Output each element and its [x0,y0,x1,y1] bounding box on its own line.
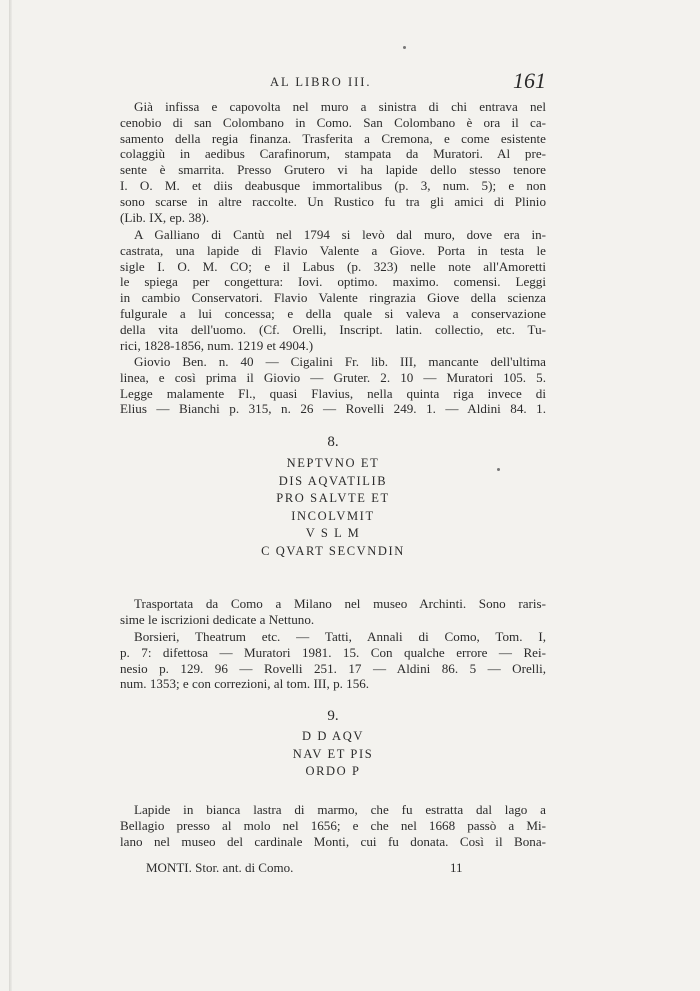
text-line: rici, 1828-1856, num. 1219 et 4904.) [120,337,314,353]
text-line: nesio p. 129. 96 — Rovelli 251. 17 — Aldini 86. 5 — Orelli, [120,660,546,676]
text-line: Borsieri, Theatrum etc. — Tatti, Annali di Como, Tom. I, [134,629,546,644]
inscription-number: 8. [327,434,339,450]
signature-mark: MONTI. Stor. ant. di Como. [146,860,294,875]
binding-edge [9,0,12,991]
text-line: sime le iscrizioni dedicate a Nettuno. [120,611,315,627]
running-title: AL LIBRO III. [270,75,372,89]
inscription-9 [120,708,546,781]
text-line: sente è smarrita. Presso Grutero vi ha lapide dello stesso tenore [120,162,546,178]
ink-speck [403,46,406,49]
inscription-line: INCOLVMIT [291,508,375,523]
text-line: castrata, una lapide di Flavio Valente a Giove. Porta in testa le [120,242,546,258]
paragraph-4 [120,596,546,628]
inscription-line: V S L M [305,526,361,541]
text-line: le spiega per congettura: Iovi. optimo. maximo. comensi. Leggi [120,274,546,290]
inscription-line: ORDO P [305,764,361,779]
text-line: sigle I. O. M. CO; e il Labus (p. 323) nelle note all'Amoretti [120,258,546,274]
text-line: num. 1353; e con correzioni, al tom. III, p. 156. [120,676,370,692]
text-line: cenobio di san Colombano in Como. San Colombano è ora il ca- [120,114,546,130]
text-line: Già infissa e capovolta nel muro a sinistra di chi entrava nel [134,99,546,114]
inscription-line: D D AQV [302,729,364,743]
text-line: linea, e così prima il Giovio — Gruter. 2. 10 — Muratori 105. 5. [120,369,546,385]
text-line: Trasportata da Como a Milano nel museo Archinti. Sono raris- [134,596,546,611]
text-line: sono scarse in altre raccolte. Un Rustico fu tra gli amici di Plinio [120,193,546,209]
text-line: Legge malamente Fl., quasi Flavius, nella quinta riga invece di [120,385,546,401]
inscription-line: PRO SALVTE ET [276,491,390,506]
text-line: Bellagio presso al molo nel 1656; e che nel 1668 passò a Mi- [120,817,546,833]
text-line: Lapide in bianca lastra di marmo, che fu estratta dal lago a [134,802,546,817]
paragraph-3 [120,354,546,417]
sheet-number: 11 [450,860,463,875]
paragraph-5 [120,629,546,692]
inscription-line: C QVART SECVNDIN [261,543,405,558]
text-line: Elius — Bianchi p. 315, n. 26 — Rovelli 249. 1. — Aldini 84. 1. [120,401,546,417]
text-line: p. 7: difettosa — Muratori 1981. 15. Con qualche errore — Rei- [120,644,546,660]
inscription-line: NAV ET PIS [292,746,374,761]
text-line: samento della regia finanza. Trasferita a Cremona, e come esistente [120,130,546,146]
page-number: 161 [513,68,546,93]
paragraph-2 [120,227,546,353]
text-line: lano nel museo del cardinale Monti, cui fu donata. Così il Bona- [120,833,546,849]
text-line: in cambio Conservatori. Flavio Valente ringrazia Giove della scienza [120,290,546,306]
page-header [120,68,546,96]
text-line: Giovio Ben. n. 40 — Cigalini Fr. lib. III, mancante dell'ultima [134,354,546,369]
text-line: fulgurale a lui concessa; e della quale si valeva a conservazione [120,305,546,321]
text-line: della vita dell'uomo. (Cf. Orelli, Inscript. latin. collectio, etc. Tu- [120,321,546,337]
paragraph-1 [120,99,546,225]
inscription-8 [120,434,546,561]
inscription-line: NEPTVNO ET [286,456,380,470]
text-line: I. O. M. et diis deabusque immortalibus (p. 3, num. 5); e non [120,177,546,193]
text-line: A Galliano di Cantù nel 1794 si levò dal muro, dove era in- [134,227,546,242]
text-line: colaggiù in aedibus Carafinorum, stampata da Muratori. Al pre- [120,146,546,162]
inscription-line: DIS AQVATILIB [278,473,388,488]
text-line: (Lib. IX, ep. 38). [120,209,210,225]
inscription-number: 9. [327,708,339,724]
paragraph-6 [120,802,546,849]
